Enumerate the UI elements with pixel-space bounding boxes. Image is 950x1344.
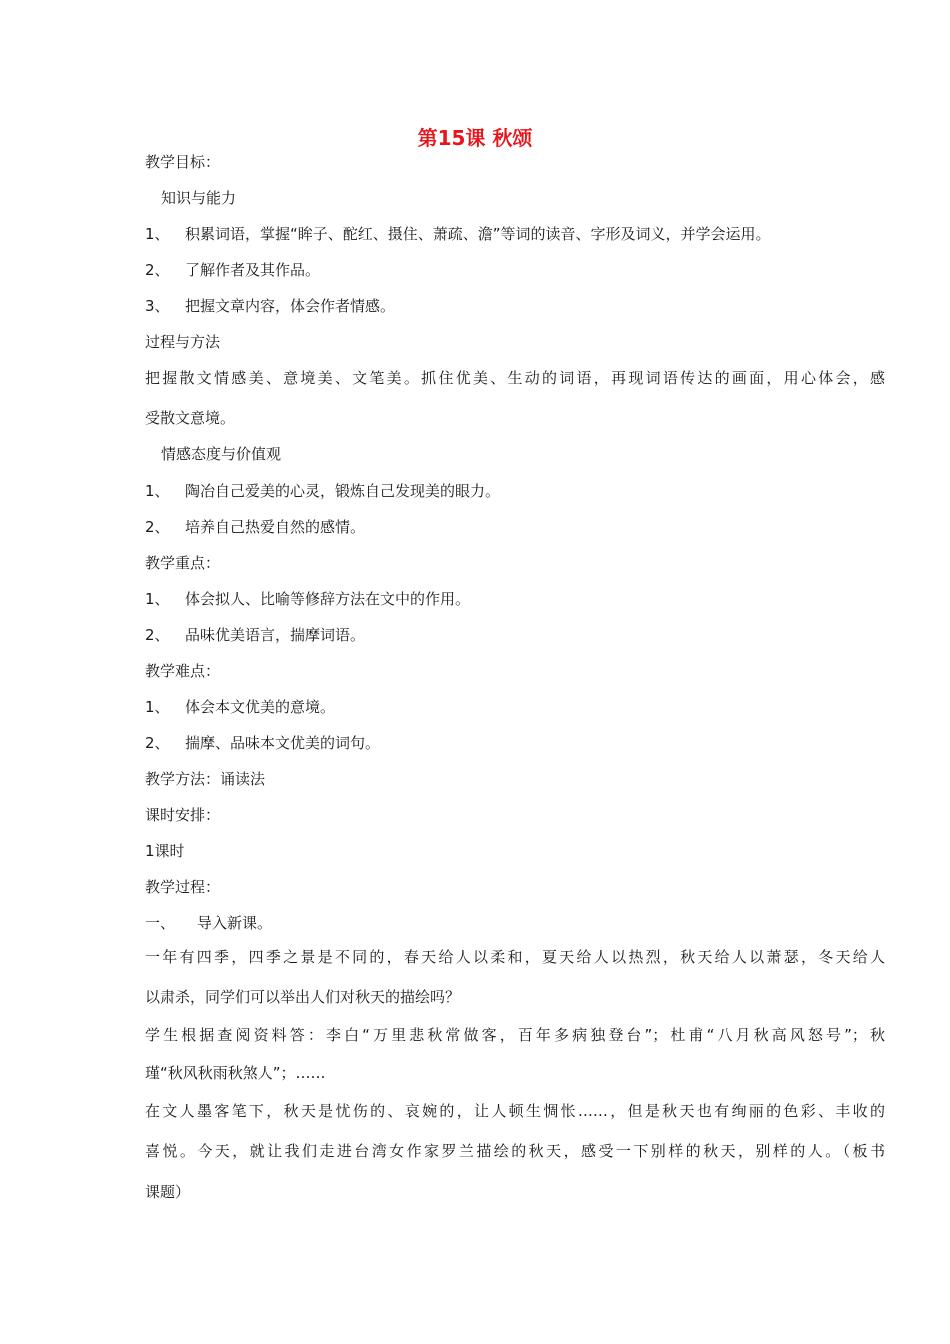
list-number: 2、 (145, 734, 170, 752)
list-text: 体会拟人、比喻等修辞方法在文中的作用。 (185, 590, 471, 608)
paragraph-line: 一年有四季，四季之景是不同的，春天给人以柔和，夏天给人以热烈，秋天给人以萧瑟，冬天给人 (145, 948, 885, 966)
list-text: 培养自己热爱自然的感情。 (185, 518, 366, 536)
list-item (145, 624, 885, 646)
list-number: 2、 (145, 518, 170, 536)
section-heading-procedure: 教学过程： (145, 878, 221, 896)
list-text: 品味优美语言，揣摩词语。 (185, 626, 366, 644)
list-number: 1、 (145, 225, 170, 243)
section-heading-schedule: 课时安排： (145, 806, 221, 824)
paragraph-line: 瑾“秋风秋雨秋煞人”；…… (145, 1064, 326, 1082)
paragraph-line: 以肃杀，同学们可以举出人们对秋天的描绘吗？ (145, 988, 461, 1006)
section-heading-method: 教学方法：诵读法 (145, 770, 266, 788)
list-item (145, 295, 885, 317)
list-text: 了解作者及其作品。 (185, 261, 321, 279)
list-text: 积累词语，掌握“眸子、酡红、摄住、萧疏、澹”等词的读音、字形及词义，并学会运用。 (185, 225, 771, 243)
list-item (145, 223, 885, 245)
list-text: 把握文章内容，体会作者情感。 (185, 297, 396, 315)
subheading-attitude: 情感态度与价值观 (161, 445, 282, 463)
list-number: 3、 (145, 297, 170, 315)
paragraph-line: 课题） (145, 1183, 191, 1201)
list-text: 陶冶自己爱美的心灵，锻炼自己发现美的眼力。 (185, 482, 501, 500)
paragraph-line: 喜悦。今天，就让我们走进台湾女作家罗兰描绘的秋天，感受一下别样的秋天，别样的人。（板书 (145, 1142, 885, 1160)
section-heading-objectives: 教学目标： (145, 153, 221, 171)
paragraph-line: 在文人墨客笔下，秋天是忧伤的、哀婉的，让人顿生惆怅……，但是秋天也有绚丽的色彩、丰收的 (145, 1102, 885, 1120)
list-number: 2、 (145, 261, 170, 279)
list-item (145, 912, 885, 934)
list-item (145, 732, 885, 754)
list-item (145, 588, 885, 610)
list-number: 1、 (145, 482, 170, 500)
list-item (145, 259, 885, 281)
paragraph-line: 把握散文情感美、意境美、文笔美。抓住优美、生动的词语，再现词语传达的画面，用心体会，感 (145, 369, 885, 387)
list-text: 体会本文优美的意境。 (185, 698, 336, 716)
paragraph-line: 受散文意境。 (145, 409, 236, 427)
list-number: 一、 (145, 914, 176, 932)
list-number: 1、 (145, 698, 170, 716)
list-text: 导入新课。 (197, 914, 273, 932)
list-number: 1、 (145, 590, 170, 608)
list-item (145, 480, 885, 502)
list-item (145, 696, 885, 718)
list-item (145, 516, 885, 538)
list-number: 2、 (145, 626, 170, 644)
section-heading-key-points: 教学重点： (145, 554, 221, 572)
subheading-knowledge: 知识与能力 (161, 189, 237, 207)
lesson-title: 第15课 秋颂 (417, 126, 533, 150)
schedule-value: 1课时 (145, 842, 185, 860)
section-heading-difficulties: 教学难点： (145, 662, 221, 680)
subheading-process: 过程与方法 (145, 333, 221, 351)
paragraph-line: 学生根据查阅资料答：李白“万里悲秋常做客，百年多病独登台”；杜甫“八月秋高风怒号”；秋 (145, 1026, 885, 1044)
list-text: 揣摩、品味本文优美的词句。 (185, 734, 381, 752)
